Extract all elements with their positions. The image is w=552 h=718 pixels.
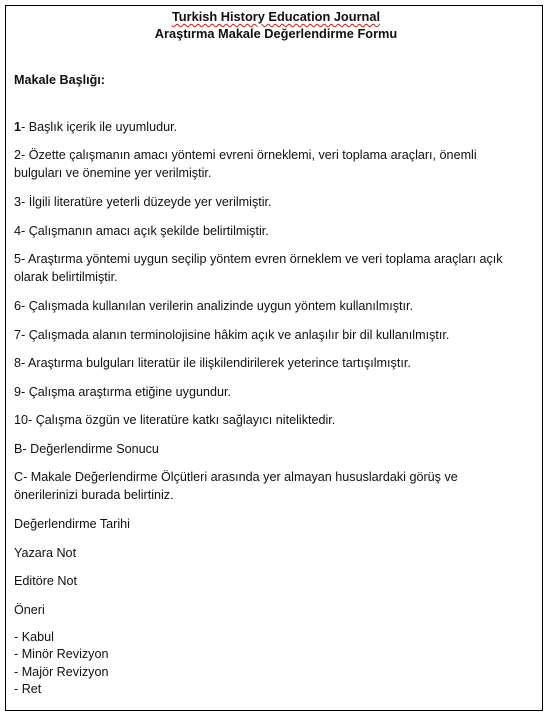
option-accept: - Kabul	[14, 630, 54, 644]
section-c-heading: C- Makale Değerlendirme Ölçütleri arasında yer almayan hususlardaki görüş ve önerilerinizi burada belirtiniz.	[14, 470, 458, 502]
criterion-6: 6- Çalışmada kullanılan verilerin analizinde uygun yöntem kullanılmıştır.	[14, 299, 413, 313]
criterion-1-number: 1	[14, 120, 22, 134]
criterion-4: 4- Çalışmanın amacı açık şekilde belirtilmiştir.	[14, 224, 269, 238]
option-reject: - Ret	[14, 682, 42, 696]
criterion-10: 10- Çalışma özgün ve literatüre katkı sağlayıcı niteliktedir.	[14, 413, 336, 427]
criterion-1-text: - Başlık içerik ile uyumludur.	[21, 120, 178, 134]
journal-title: Turkish History Education Journal	[171, 9, 381, 24]
criterion-1	[14, 118, 534, 136]
note-to-editor-label: Editöre Not	[14, 574, 77, 588]
form-title: Araştırma Makale Değerlendirme Formu	[154, 26, 398, 41]
option-minor-revision: - Minör Revizyon	[14, 647, 109, 661]
article-title-label: Makale Başlığı:	[14, 73, 105, 87]
criterion-8: 8- Araştırma bulguları literatür ile ilişkilendirilerek yeterince tartışılmıştır.	[14, 356, 411, 370]
criterion-5: 5- Araştırma yöntemi uygun seçilip yöntem evren örneklem ve veri toplama araçları açık olarak belirtilmiştir.	[14, 252, 503, 284]
note-to-author-label: Yazara Not	[14, 546, 77, 560]
option-major-revision: - Majör Revizyon	[14, 665, 109, 679]
criterion-7: 7- Çalışmada alanın terminolojisine hâkim açık ve anlaşılır bir dil kullanılmıştır.	[14, 328, 450, 342]
criterion-3: 3- İlgili literatüre yeterli düzeyde yer verilmiştir.	[14, 195, 272, 209]
criterion-9: 9- Çalışma araştırma etiğine uygundur.	[14, 385, 231, 399]
evaluation-date-label: Değerlendirme Tarihi	[14, 517, 130, 531]
criterion-2: 2- Özette çalışmanın amacı yöntemi evreni örneklemi, veri toplama araçları, önemli bulguları ve önemine yer verilmiştir.	[14, 148, 477, 180]
section-b-heading: B- Değerlendirme Sonucu	[14, 442, 159, 456]
recommendation-label: Öneri	[14, 603, 45, 617]
